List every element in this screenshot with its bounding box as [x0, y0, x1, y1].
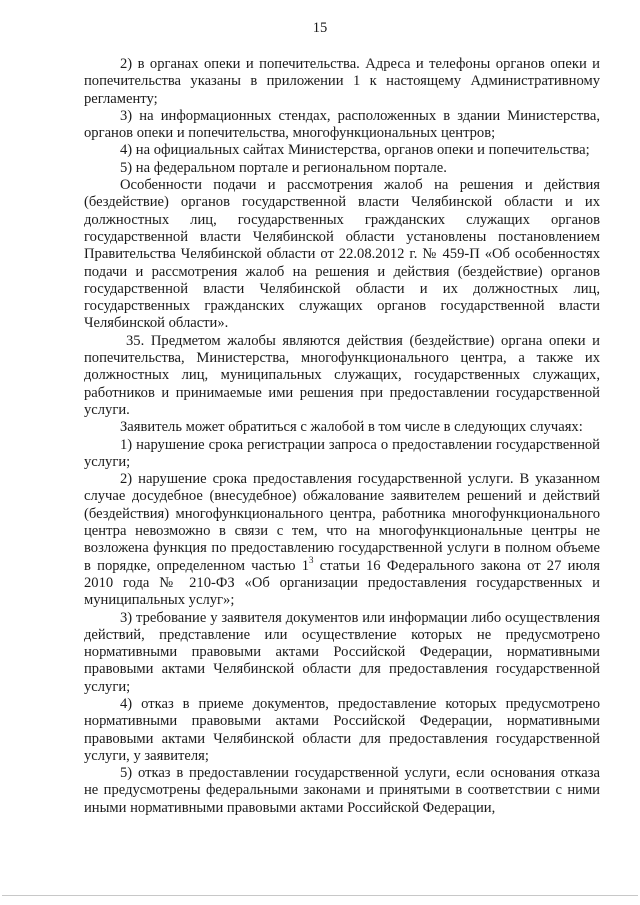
- paragraph-35-complaint-subject: 35. Предметом жалобы являются действия (бездействие) органа опеки и попечительства, Министерства, многофункционального центра, а также их должностных лиц, муниципальных служащих, государственных служащих, работников и принимаемые ими решения при предоставлении государственной услуги.: [84, 332, 600, 418]
- page-number: 15: [312, 20, 328, 36]
- document-body: [84, 56, 600, 817]
- paragraph-case-1: 1) нарушение срока регистрации запроса о предоставлении государственной услуги;: [84, 436, 600, 470]
- bottom-divider: [2, 895, 638, 896]
- paragraph-case-3: 3) требование у заявителя документов или информации либо осуществления действий, представление или осуществление которых не предусмотрено нормативными правовыми актами Российской Федерации, нормативными правовыми актами Челябинской области для предоставления государственной услуги;: [84, 609, 600, 695]
- paragraph-item-4-official-sites: 4) на официальных сайтах Министерства, органов опеки и попечительства;: [120, 142, 590, 159]
- case-2-superscript: 3: [309, 554, 314, 565]
- paragraph-applicant-cases: Заявитель может обратиться с жалобой в том числе в следующих случаях:: [120, 419, 583, 436]
- paragraph-case-4: 4) отказ в приеме документов, предоставление которых предусмотрено нормативными правовыми актами Российской Федерации, нормативными правовыми актами Челябинской области для предоставления государственной услуги, у заявителя;: [84, 695, 600, 764]
- paragraph-item-5-portals: 5) на федеральном портале и региональном портале.: [120, 159, 447, 176]
- paragraph-item-3-info-stands: 3) на информационных стендах, расположенных в здании Министерства, органов опеки и попечительства, многофункциональных центров;: [84, 107, 600, 142]
- paragraph-item-2-guardianship: 2) в органах опеки и попечительства. Адреса и телефоны органов опеки и попечительства указаны в приложении 1 к настоящему Административному регламенту;: [84, 56, 600, 107]
- case-2-text-continued: статьи 16 Федерального закона от 27 июля 2010 года № 210-ФЗ «Об организации предоставления государственных и муниципальных услуг»;: [84, 557, 600, 609]
- paragraph-case-2: [84, 471, 600, 609]
- case-2-text: 2) нарушение срока предоставления государственной услуги. В указанном случае досудебное (внесудебное) обжалование заявителем решений и действий (бездействия) многофункционального центра, работника многофункционального центра невозможно в связи с тем, что на многофункциональные центры не возложена функция по предоставлению государственной услуги в полном объеме в порядке, определенном частью 1: [84, 471, 600, 574]
- paragraph-complaint-features: Особенности подачи и рассмотрения жалоб на решения и действия (бездействие) органов государственной власти Челябинской области и их должностных лиц, государственных гражданских служащих органов государственной власти Челябинской области установлены постановлением Правительства Челябинской области от 22.08.2012 г. № 459-П «Об особенностях подачи и рассмотрения жалоб на решения и действия (бездействие) органов государственной власти Челябинской области и их должностных лиц, государственных гражданских служащих органов государственной власти Челябинской области».: [84, 177, 600, 332]
- paragraph-case-5: 5) отказ в предоставлении государственной услуги, если основания отказа не предусмотрены федеральными законами и принятыми в соответствии с ними иными нормативными правовыми актами Российской Федерации,: [84, 765, 600, 816]
